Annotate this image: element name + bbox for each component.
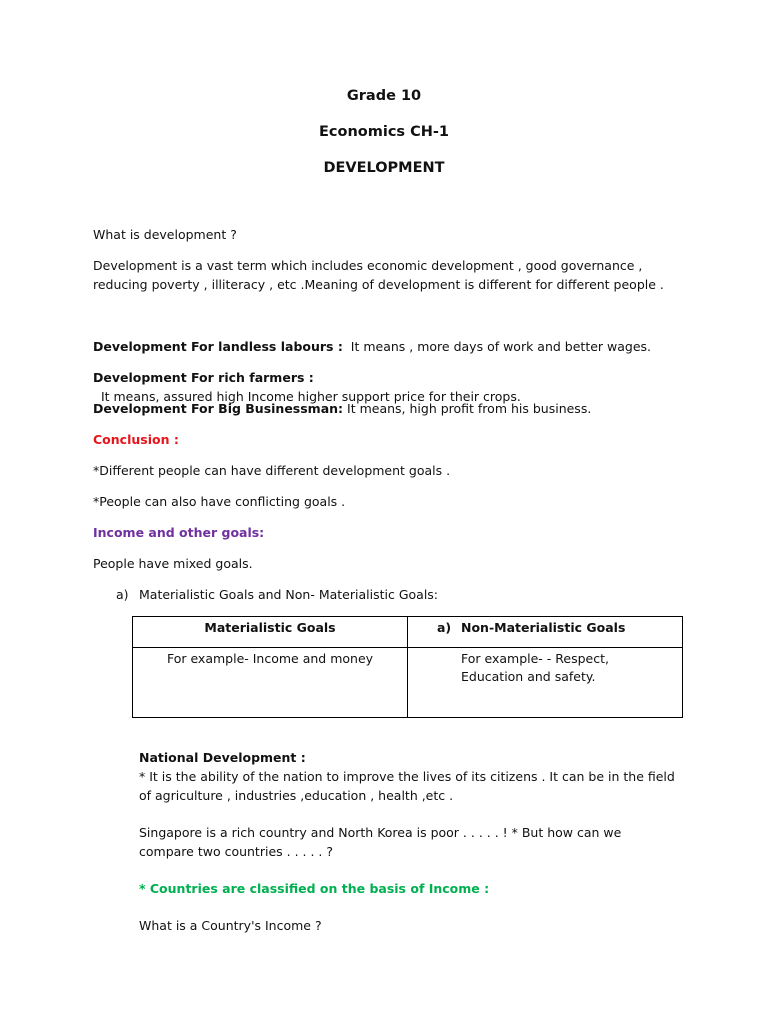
header-text: Non-Materialistic Goals — [461, 620, 626, 635]
group-label: Development For rich farmers : — [93, 370, 314, 385]
income-goals-text: People have mixed goals. — [93, 556, 253, 571]
table-header-row — [133, 617, 683, 648]
group-landless-labours — [93, 337, 673, 356]
materialistic-goals-cell: For example- Income and money — [133, 648, 408, 718]
group-big-businessman — [93, 399, 673, 418]
national-development-text: * It is the ability of the nation to improve the lives of its citizens . It can be in the field of agriculture , industries ,education , health ,etc . — [139, 769, 675, 803]
goals-table — [132, 616, 683, 718]
comparison-text: Singapore is a rich country and North Korea is poor . . . . . ! * But how can we compare two countries . . . . . ? — [139, 825, 622, 859]
group-text: It means , more days of work and better wages. — [342, 339, 652, 354]
topic-title: DEVELOPMENT — [323, 160, 445, 176]
non-materialistic-goals-cell: For example- - Respect, Education and safety. — [408, 648, 683, 718]
group-label: Development For landless labours : — [93, 339, 343, 354]
table-row — [133, 648, 683, 718]
group-label: Development For Big Businessman: — [93, 401, 344, 416]
subject-title: Economics CH-1 — [319, 124, 449, 140]
header-list-marker: a) — [437, 620, 452, 635]
national-development-heading: National Development : — [139, 750, 306, 765]
conclusion-heading: Conclusion : — [93, 432, 179, 447]
non-materialistic-goals-header — [408, 617, 683, 648]
materialistic-goals-header: Materialistic Goals — [133, 617, 408, 648]
group-text: It means, assured high Income higher support price for their crops. — [93, 389, 521, 404]
list-item-a — [116, 585, 438, 604]
conclusion-point: *Different people can have different development goals . — [93, 463, 451, 478]
grade-title: Grade 10 — [346, 88, 422, 104]
country-income-question: What is a Country's Income ? — [139, 918, 322, 933]
conclusion-point: *People can also have conflicting goals . — [93, 494, 346, 509]
list-item-text: Materialistic Goals and Non- Materialistic Goals: — [139, 587, 439, 602]
income-goals-heading: Income and other goals: — [93, 525, 265, 540]
group-text: It means, high profit from his business. — [343, 401, 592, 416]
intro-question: What is development ? — [93, 227, 237, 242]
intro-definition: Development is a vast term which includes economic development , good governance , reducing poverty , illiteracy , etc .Meaning of development is different for different people . — [93, 258, 664, 292]
classification-heading: * Countries are classified on the basis of Income : — [139, 881, 490, 896]
list-marker: a) — [116, 587, 129, 602]
